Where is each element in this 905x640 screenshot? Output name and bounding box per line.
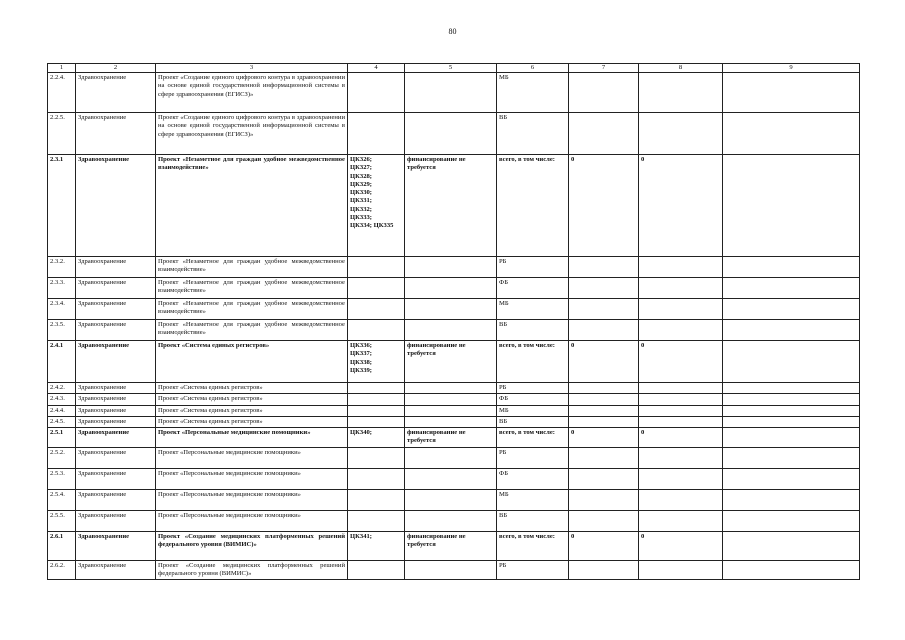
sector: Здравоохранение xyxy=(76,447,156,468)
budget-source: ВБ xyxy=(497,320,569,341)
notes xyxy=(723,428,860,447)
budget-source: ФБ xyxy=(497,468,569,489)
target-codes xyxy=(348,320,405,341)
financing-note xyxy=(405,560,497,579)
sector: Здравоохранение xyxy=(76,510,156,531)
financing-note xyxy=(405,278,497,299)
column-number: 7 xyxy=(569,64,639,73)
value-col-8 xyxy=(639,113,723,155)
project-name: Проект «Незаметное для граждан удобное межведомственное взаимодействие» xyxy=(156,155,348,257)
target-codes xyxy=(348,73,405,113)
row-number: 2.5.4. xyxy=(48,489,76,510)
row-number: 2.4.2. xyxy=(48,383,76,394)
table-row xyxy=(48,531,860,560)
row-number: 2.5.2. xyxy=(48,447,76,468)
value-col-7 xyxy=(569,560,639,579)
budget-source: ФБ xyxy=(497,278,569,299)
value-col-8 xyxy=(639,510,723,531)
column-number: 9 xyxy=(723,64,860,73)
financing-note xyxy=(405,468,497,489)
target-codes xyxy=(348,510,405,531)
sector: Здравоохранение xyxy=(76,416,156,427)
project-name: Проект «Система единых регистров» xyxy=(156,383,348,394)
value-col-8: 0 xyxy=(639,155,723,257)
row-number: 2.5.1 xyxy=(48,428,76,447)
value-col-8 xyxy=(639,278,723,299)
table-row xyxy=(48,416,860,427)
financing-note xyxy=(405,113,497,155)
budget-source: РБ xyxy=(497,560,569,579)
row-number: 2.3.1 xyxy=(48,155,76,257)
header-row xyxy=(48,64,860,73)
sector: Здравоохранение xyxy=(76,278,156,299)
table-row xyxy=(48,447,860,468)
table-row xyxy=(48,428,860,447)
value-col-7: 0 xyxy=(569,155,639,257)
project-name: Проект «Создание единого цифрового контура в здравоохранении на основе единой государственной информационной системы в сфере здравоохранения (ЕГИСЗ)» xyxy=(156,73,348,113)
sector: Здравоохранение xyxy=(76,257,156,278)
notes xyxy=(723,489,860,510)
financing-note xyxy=(405,383,497,394)
column-number: 1 xyxy=(48,64,76,73)
notes xyxy=(723,155,860,257)
value-col-7 xyxy=(569,257,639,278)
column-number: 5 xyxy=(405,64,497,73)
row-number: 2.6.1 xyxy=(48,531,76,560)
value-col-8: 0 xyxy=(639,531,723,560)
row-number: 2.3.3. xyxy=(48,278,76,299)
table-row xyxy=(48,405,860,416)
financing-note xyxy=(405,416,497,427)
sector: Здравоохранение xyxy=(76,428,156,447)
budget-source: всего, в том числе: xyxy=(497,341,569,383)
table-row xyxy=(48,73,860,113)
table-row xyxy=(48,257,860,278)
row-number: 2.5.3. xyxy=(48,468,76,489)
row-number: 2.3.5. xyxy=(48,320,76,341)
target-codes xyxy=(348,447,405,468)
budget-source: ВБ xyxy=(497,510,569,531)
sector: Здравоохранение xyxy=(76,560,156,579)
table-row xyxy=(48,394,860,405)
notes xyxy=(723,257,860,278)
table-row xyxy=(48,278,860,299)
value-col-7 xyxy=(569,113,639,155)
budget-source: ВБ xyxy=(497,416,569,427)
financing-note xyxy=(405,299,497,320)
sector: Здравоохранение xyxy=(76,383,156,394)
target-codes xyxy=(348,394,405,405)
value-col-8: 0 xyxy=(639,341,723,383)
project-name: Проект «Система единых регистров» xyxy=(156,416,348,427)
target-codes xyxy=(348,299,405,320)
financing-note: финансирование не требуется xyxy=(405,428,497,447)
sector: Здравоохранение xyxy=(76,113,156,155)
notes xyxy=(723,299,860,320)
financing-note xyxy=(405,320,497,341)
table-row xyxy=(48,383,860,394)
value-col-7: 0 xyxy=(569,341,639,383)
notes xyxy=(723,560,860,579)
row-number: 2.5.5. xyxy=(48,510,76,531)
table-row xyxy=(48,468,860,489)
notes xyxy=(723,113,860,155)
project-name: Проект «Создание единого цифрового контура в здравоохранении на основе единой государственной информационной системы в сфере здравоохранения (ЕГИСЗ)» xyxy=(156,113,348,155)
sector: Здравоохранение xyxy=(76,394,156,405)
project-name: Проект «Незаметное для граждан удобное межведомственное взаимодействие» xyxy=(156,320,348,341)
value-col-8 xyxy=(639,560,723,579)
financing-note xyxy=(405,73,497,113)
target-codes xyxy=(348,257,405,278)
value-col-7 xyxy=(569,447,639,468)
notes xyxy=(723,383,860,394)
column-number: 8 xyxy=(639,64,723,73)
value-col-8 xyxy=(639,405,723,416)
budget-source: МБ xyxy=(497,405,569,416)
value-col-8 xyxy=(639,257,723,278)
value-col-8 xyxy=(639,394,723,405)
project-name: Проект «Система единых регистров» xyxy=(156,341,348,383)
row-number: 2.3.4. xyxy=(48,299,76,320)
project-name: Проект «Система единых регистров» xyxy=(156,394,348,405)
sector: Здравоохранение xyxy=(76,299,156,320)
project-name: Проект «Система единых регистров» xyxy=(156,405,348,416)
value-col-7 xyxy=(569,383,639,394)
sector: Здравоохранение xyxy=(76,155,156,257)
financing-note xyxy=(405,447,497,468)
value-col-8 xyxy=(639,447,723,468)
budget-source: всего, в том числе: xyxy=(497,155,569,257)
notes xyxy=(723,278,860,299)
notes xyxy=(723,531,860,560)
notes xyxy=(723,447,860,468)
table-row xyxy=(48,489,860,510)
sector: Здравоохранение xyxy=(76,489,156,510)
financing-note: финансирование не требуется xyxy=(405,341,497,383)
column-number: 4 xyxy=(348,64,405,73)
notes xyxy=(723,73,860,113)
value-col-8 xyxy=(639,489,723,510)
row-number: 2.3.2. xyxy=(48,257,76,278)
project-name: Проект «Персональные медицинские помощники» xyxy=(156,428,348,447)
project-name: Проект «Незаметное для граждан удобное межведомственное взаимодействие» xyxy=(156,299,348,320)
notes xyxy=(723,468,860,489)
budget-source: ФБ xyxy=(497,394,569,405)
budget-source: РБ xyxy=(497,257,569,278)
financing-note xyxy=(405,257,497,278)
target-codes: ЦК341; xyxy=(348,531,405,560)
financing-note xyxy=(405,489,497,510)
table-row xyxy=(48,510,860,531)
value-col-7 xyxy=(569,416,639,427)
notes xyxy=(723,320,860,341)
value-col-8 xyxy=(639,468,723,489)
notes xyxy=(723,510,860,531)
budget-source: всего, в том числе: xyxy=(497,531,569,560)
notes xyxy=(723,341,860,383)
budget-source: РБ xyxy=(497,383,569,394)
budget-source: ВБ xyxy=(497,113,569,155)
project-name: Проект «Создание медицинских платформенных решений федерального уровня (ВИМИС)» xyxy=(156,560,348,579)
notes xyxy=(723,405,860,416)
value-col-7 xyxy=(569,489,639,510)
notes xyxy=(723,394,860,405)
sector: Здравоохранение xyxy=(76,73,156,113)
value-col-7: 0 xyxy=(569,428,639,447)
target-codes xyxy=(348,278,405,299)
target-codes xyxy=(348,489,405,510)
financing-note xyxy=(405,394,497,405)
column-number: 3 xyxy=(156,64,348,73)
financing-note xyxy=(405,405,497,416)
budget-source: МБ xyxy=(497,299,569,320)
budget-source: МБ xyxy=(497,489,569,510)
financing-note: финансирование не требуется xyxy=(405,155,497,257)
row-number: 2.2.4. xyxy=(48,73,76,113)
value-col-7 xyxy=(569,394,639,405)
table-row xyxy=(48,113,860,155)
financing-note xyxy=(405,510,497,531)
row-number: 2.4.4. xyxy=(48,405,76,416)
sector: Здравоохранение xyxy=(76,320,156,341)
value-col-7 xyxy=(569,510,639,531)
value-col-8: 0 xyxy=(639,428,723,447)
column-number: 2 xyxy=(76,64,156,73)
budget-source: МБ xyxy=(497,73,569,113)
project-name: Проект «Создание медицинских платформенных решений федерального уровня (ВИМИС)» xyxy=(156,531,348,560)
target-codes xyxy=(348,416,405,427)
budget-source: всего, в том числе: xyxy=(497,428,569,447)
target-codes xyxy=(348,468,405,489)
value-col-7 xyxy=(569,278,639,299)
value-col-7 xyxy=(569,299,639,320)
project-name: Проект «Незаметное для граждан удобное межведомственное взаимодействие» xyxy=(156,257,348,278)
row-number: 2.4.3. xyxy=(48,394,76,405)
project-name: Проект «Персональные медицинские помощники» xyxy=(156,510,348,531)
target-codes xyxy=(348,405,405,416)
financing-note: финансирование не требуется xyxy=(405,531,497,560)
row-number: 2.4.5. xyxy=(48,416,76,427)
value-col-7 xyxy=(569,405,639,416)
sector: Здравоохранение xyxy=(76,531,156,560)
budget-table xyxy=(47,63,860,580)
value-col-7 xyxy=(569,73,639,113)
table-row xyxy=(48,341,860,383)
project-name: Проект «Незаметное для граждан удобное межведомственное взаимодействие» xyxy=(156,278,348,299)
table-row xyxy=(48,320,860,341)
row-number: 2.4.1 xyxy=(48,341,76,383)
table-row xyxy=(48,155,860,257)
row-number: 2.6.2. xyxy=(48,560,76,579)
column-number: 6 xyxy=(497,64,569,73)
target-codes: ЦК326; ЦК327; ЦК328; ЦК329; ЦК330; ЦК331; ЦК332; ЦК333; ЦК334; ЦК335 xyxy=(348,155,405,257)
table-row xyxy=(48,560,860,579)
value-col-8 xyxy=(639,416,723,427)
value-col-8 xyxy=(639,73,723,113)
row-number: 2.2.5. xyxy=(48,113,76,155)
target-codes xyxy=(348,560,405,579)
sector: Здравоохранение xyxy=(76,468,156,489)
value-col-8 xyxy=(639,383,723,394)
target-codes xyxy=(348,383,405,394)
target-codes xyxy=(348,113,405,155)
value-col-8 xyxy=(639,299,723,320)
sector: Здравоохранение xyxy=(76,341,156,383)
value-col-8 xyxy=(639,320,723,341)
value-col-7 xyxy=(569,468,639,489)
target-codes: ЦК336; ЦК337; ЦК338; ЦК339; xyxy=(348,341,405,383)
sector: Здравоохранение xyxy=(76,405,156,416)
budget-source: РБ xyxy=(497,447,569,468)
project-name: Проект «Персональные медицинские помощники» xyxy=(156,489,348,510)
target-codes: ЦК340; xyxy=(348,428,405,447)
table-row xyxy=(48,299,860,320)
project-name: Проект «Персональные медицинские помощники» xyxy=(156,468,348,489)
project-name: Проект «Персональные медицинские помощники» xyxy=(156,447,348,468)
value-col-7 xyxy=(569,320,639,341)
page-number: 80 xyxy=(448,27,457,36)
notes xyxy=(723,416,860,427)
value-col-7: 0 xyxy=(569,531,639,560)
